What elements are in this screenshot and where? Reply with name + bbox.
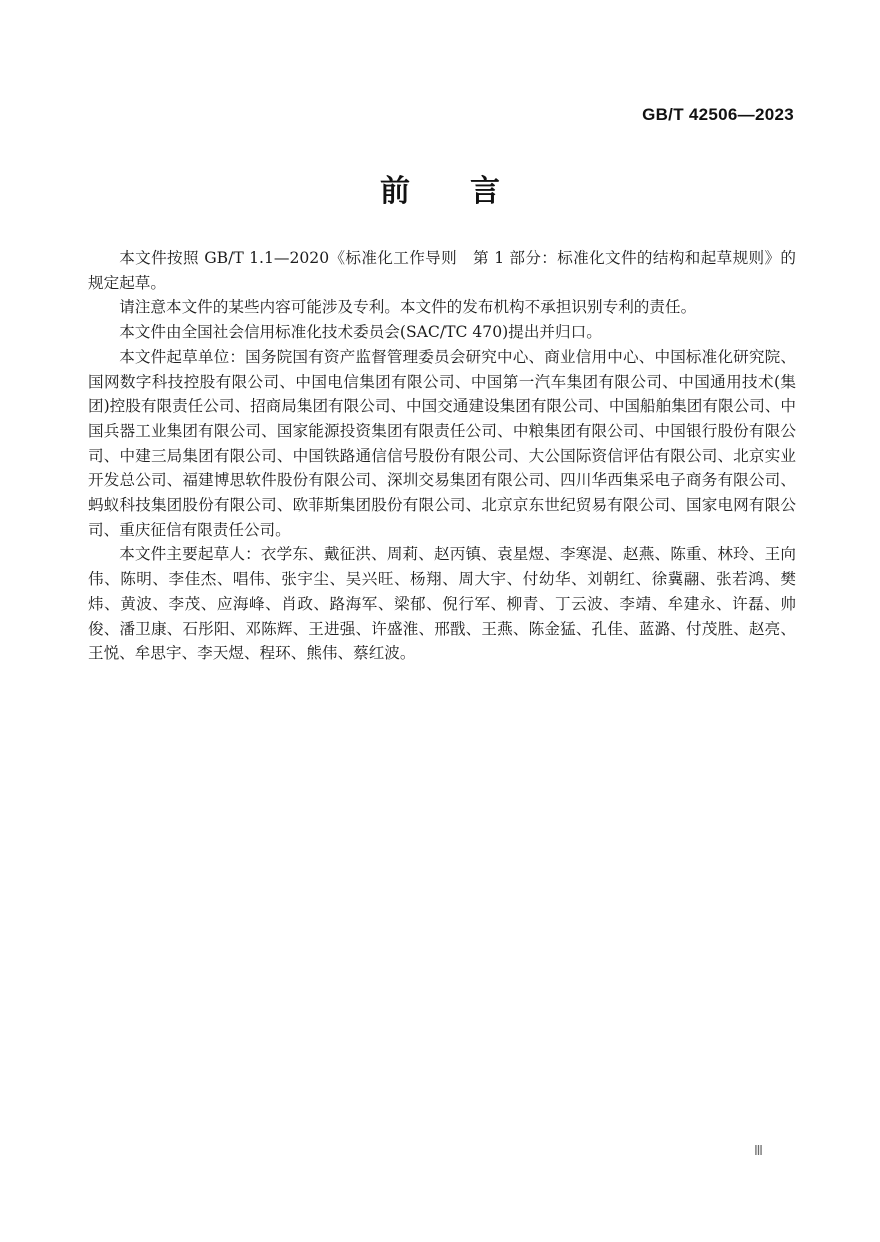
page-title: 前 言 [380, 174, 500, 209]
paragraph-drafting-organizations: 本文件起草单位：国务院国有资产监督管理委员会研究中心、商业信用中心、中国标准化研究院、国网数字科技控股有限公司、中国电信集团有限公司、中国第一汽车集团有限公司、中国通用技术(集团)控股有限责任公司、招商局集团有限公司、中国交通建设集团有限公司、中国船舶集团有限公司、中国兵器工业集团有限公司、国家能源投资集团有限责任公司、中粮集团有限公司、中国银行股份有限公司、中建三局集团有限公司、中国铁路通信信号股份有限公司、大公国际资信评估有限公司、北京实业开发总公司、福建博思软件股份有限公司、深圳交易集团有限公司、四川华西集采电子商务有限公司、蚂蚁科技集团股份有限公司、欧菲斯集团股份有限公司、北京京东世纪贸易有限公司、国家电网有限公司、重庆征信有限责任公司。 [88, 347, 796, 539]
paragraph-drafters: 本文件主要起草人：衣学东、戴征洪、周莉、赵丙镇、袁星煜、李寒湜、赵燕、陈重、林玲、王向伟、陈明、李佳杰、唱伟、张宇尘、吴兴旺、杨翔、周大宇、付幼华、刘朝红、徐冀翮、张若鸿、樊炜、黄波、李茂、应海峰、肖政、路海军、梁郁、倪行军、柳青、丁云波、李靖、牟建永、许磊、帅俊、潘卫康、石彤阳、邓陈辉、王进强、许盛淮、邢戬、王燕、陈金猛、孔佳、蓝潞、付茂胜、赵亮、王悦、牟思宇、李天煜、程环、熊伟、蔡红波。 [88, 545, 796, 663]
standard-number: GB/T 42506—2023 [642, 105, 794, 124]
paragraph-committee: 本文件由全国社会信用标准化技术委员会(SAC/TC 470)提出并归口。 [119, 323, 602, 342]
paragraph-patent-notice: 请注意本文件的某些内容可能涉及专利。本文件的发布机构不承担识别专利的责任。 [119, 298, 697, 317]
foreword-body [88, 246, 796, 666]
paragraph-drafting-rules: 本文件按照 GB/T 1.1—2020《标准化工作导则 第 1 部分：标准化文件的结构和起草规则》的规定起草。 [88, 249, 796, 292]
page-number: Ⅲ [754, 1143, 763, 1158]
